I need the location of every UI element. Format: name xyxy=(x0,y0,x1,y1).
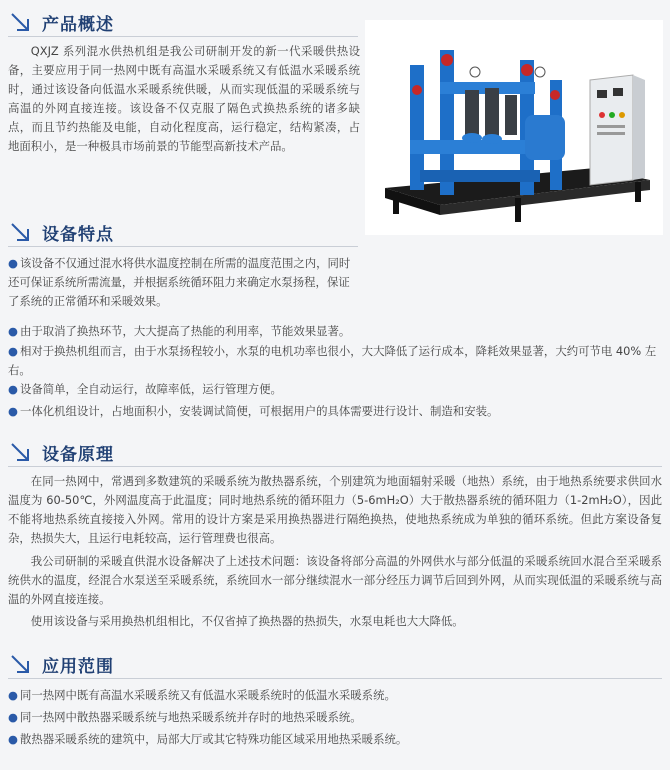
features-header xyxy=(8,218,114,246)
feature-item: ● 一体化机组设计，占地面积小，安装调试简便，可根据用户的具体需要进行设计、制造和安装。 xyxy=(8,404,499,418)
feature-item: ● 该设备不仅通过混水将供水温度控制在所需的温度范围之内，同时还可保证系统所需流量，并根据系统循环阻力来确定水泵扬程，保证了系统的正常循环和采暖效果。 xyxy=(8,256,351,308)
arrow-down-right-icon xyxy=(8,9,34,35)
arrow-down-right-icon xyxy=(8,439,34,465)
overview-header xyxy=(8,8,114,36)
principle-paragraph-3: 使用该设备与采用换热机组相比，不仅省掉了换热器的热损失，水泵电耗也大大降低。 xyxy=(30,614,464,628)
product-photo xyxy=(365,20,663,235)
section-divider xyxy=(8,246,358,247)
principle-paragraph-2: 我公司研制的采暖直供混水设备解决了上述技术问题：该设备将部分高温的外网供水与部分低温的采暖系统回水混合至采暖系统供水的温度，经混合水泵送至采暖系统，系统回水一部分继续混水一部分经压力调节后回到外网，从而实现低温的采暖系统与高温的外网直接连接。 xyxy=(8,554,662,606)
section-title-overview: 产品概述 xyxy=(42,14,114,35)
section-title-principle: 设备原理 xyxy=(42,444,114,465)
section-divider xyxy=(8,466,662,467)
section-title-features: 设备特点 xyxy=(42,224,114,245)
arrow-down-right-icon xyxy=(8,219,34,245)
principle-header xyxy=(8,438,114,466)
application-header xyxy=(8,650,114,678)
application-item: ● 同一热网中散热器采暖系统与地热采暖系统并存时的地热采暖系统。 xyxy=(8,710,362,724)
mixing-unit-image xyxy=(365,20,663,235)
feature-item: ● 设备简单，全自动运行，故障率低，运行管理方便。 xyxy=(8,382,282,396)
application-item: ● 同一热网中既有高温水采暖系统又有低温水采暖系统时的低温水采暖系统。 xyxy=(8,688,396,702)
arrow-down-right-icon xyxy=(8,651,34,677)
section-title-application: 应用范围 xyxy=(42,656,114,677)
application-item: ● 散热器采暖系统的建筑中，局部大厅或其它特殊功能区域采用地热采暖系统。 xyxy=(8,732,408,746)
principle-paragraph-1: 在同一热网中，常遇到多数建筑的采暖系统为散热器系统，个别建筑为地面辐射采暖（地热）系统，由于地热系统要求供回水温度为 60-50℃，外网温度高于此温度；同时地热系统的循环阻力（5-6mH₂O）大于散热器系统的循环阻力（1-2mH₂O），因此不能将地热系统直接接入外网。常用的设计方案是采用换热器进行隔绝换热，使地热系统成为单独的循环系统。但此方案设备复杂，热损失大，且运行电耗较高，运行管理费也很高。 xyxy=(8,474,662,545)
section-divider xyxy=(8,36,358,37)
feature-item: ● 相对于换热机组而言，由于水泵扬程较小，水泵的电机功率也很小，大大降低了运行成本，降耗效果显著，大约可节电 40% 左右。 xyxy=(8,344,657,377)
overview-text: QXJZ 系列混水供热机组是我公司研制开发的新一代采暖供热设备，主要应用于同一热网中既有高温水采暖系统又有低温水采暖系统时，通过该设备向低温水采暖系统供暖，从而实现低温的采暖系统与高温的外网直接连接。该设备不仅克服了隔色式换热系统的诸多缺点，而且节约热能及电能，自动化程度高，运行稳定，结构紧凑，占地面积小，是一种极具市场前景的节能型高新技术产品。 xyxy=(8,44,360,153)
section-divider xyxy=(8,678,662,679)
feature-item: ● 由于取消了换热环节，大大提高了热能的利用率，节能效果显著。 xyxy=(8,324,351,338)
